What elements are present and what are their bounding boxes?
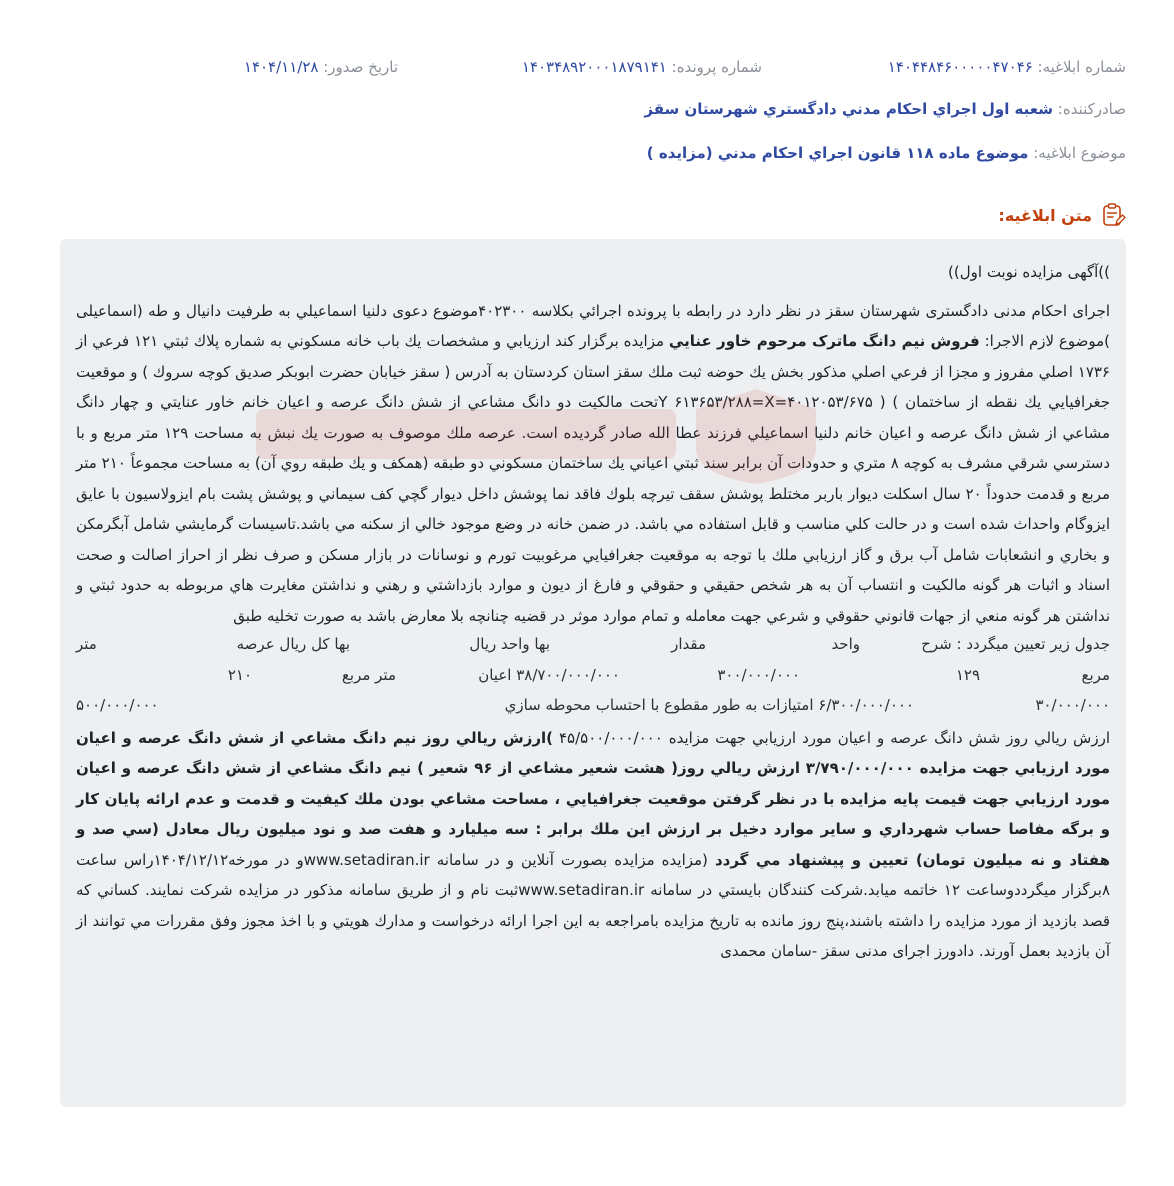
table-col-end: متر [76,635,97,653]
table-cell: مربع [1081,665,1110,684]
issuer-value: شعبه اول اجراي احكام مدني دادگستري شهرستان سقز [644,100,1053,118]
table-cell: متر مربع [341,665,396,684]
paragraph-1-highlight: فروش نيم دانگ ماترک مرحوم خاور عنايي [668,332,980,350]
table-col-amount: مقدار [671,635,706,653]
meta-row [48,58,1126,82]
case-number [522,58,762,76]
paragraph-2-intro: ارزش ريالي روز شش دانگ عرصه و اعيان مورد ارزيابي جهت مزايده ۴۵/۵۰۰/۰۰۰/۰۰۰ [553,728,1110,747]
table-col-total: بها كل ريال عرصه [236,635,350,653]
table-intro: جدول زير تعيين ميگردد : شرح [921,635,1110,653]
table-cell: ۶/۳۰۰/۰۰۰/۰۰۰ امتيازات به طور مقطوع با احتساب محوطه سازي [504,696,914,714]
issuer-label: صادرکننده: [1057,100,1126,118]
notice-text-heading [998,202,1126,228]
table-row [76,692,1110,723]
table-cell: ۲۱۰ [227,665,252,684]
subject-line [48,144,1126,162]
paragraph-2-conditions: (مزايده مزايده بصورت آنلاين و در سامانه www.setadiran.irو در مورخه۱۴۰۴/۱۲/۱۲راس ساعت ۸برگزار ميگرددوساعت ۱۲ خاتمه ميابد.شركت كنندگان بايستي در سامانه www.setadiran.irثبت نام و از طريق سامانه مذكور در مزايده شركت نمايند. كساني كه قصد بازديد از مورد مزايده را داشته باشند،پنج روز مانده به تاريخ مزايده بامراجعه به اين اجرا ارائه درخواست و مدارك هويتي و با اخذ مجوز وفق مقررات مي توانند از آن بازديد بعمل آورند. دادورز اجرای مدنی سقز -سامان محمدی [76,850,1110,960]
paragraph-1-intro: اجرای احکام مدنی دادگستری شهرستان سقز در نظر دارد در رابطه با پرونده اجرائي بكلاسه ۴۰۲۳۰۰موضوع دعوی دلنيا اسماعيلي به طرفيت دانيال و طه (اسماعيلی )موضوع لازم الاجرا: [76,301,1111,350]
auction-paragraph-1 [76,296,1110,632]
table-cell: ۱۲۹ [955,665,980,684]
paragraph-1-details: مزايده برگزار كند ارزيابي و مشخصات يك باب خانه مسكوني به شماره پلاك ثبتي ۱۲۱ فرعي از ۱۷۳۶ اصلي مفروز و مجزا از فرعي اصلي مذكور بخش يك حوضه ثبت ملك سقز استان كردستان به آدرس ( سقز خيابان حضرت ابوبكر صديق كوچه سروك ) و موقعيت جغرافيايي يك نقطه از ساختمان ) ( ۴۰۱۲۰۵۳/۶۷۵=Y ۶۱۳۶۵۳/۲۸۸=Xتحت مالكيت دو دانگ مشاعي از شش دانگ عرصه و اعيان خانم خاور عنايتي و چهار دانگ مشاعي از شش دانگ عرصه و اعيان خانم دلنيا اسماعيلي فرزند عطا الله صادر گرديده است. عرصه ملك موصوف به صورت يك نبش به مساحت ۱۲۹ متر مربع و با دسترسي شرقي مشرف به كوچه ۸ متري و حدودات آن برابر سند ثبتي اعياني يك ساختمان مسكوني دو طبقه (همكف و يك طبقه روي آن) به مساحت مجموعاً ۲۱۰ متر مربع و قدمت حدوداً ۲۰ سال اسكلت ديوار باربر مختلط پوشش سقف تيرچه بلوك فاقد نما پوشش داخل ديوار گچي كف سيماني و پوشش پشت بام ايزولاسيون با عايق ايزوگام واحداث شده است و در حالت كلي مناسب و قابل استفاده مي باشد. در ضمن خانه در وضع موجود خالي از سكنه مي باشد.تاسيسات گرمايشي شامل آبگرمكن و بخاري و انشعابات شامل آب برق و گاز ارزيابي ملك با توجه به موقعيت جغرافيايي مرغوبيت تورم و نوسانات در بازار مسكن و صرف نظر از احراز اصالت و صحت اسناد و اثبات هر گونه مالكيت و انتساب آن به هر شخص حقيقي و حقوقي و فارغ از ديون و موارد بازداشتي و رهني و نداشتن مغايرت هاي مربوطه به حدود ثبتي و نداشتن هر گونه منعي از جهات قانوني حقوقي و شرعي جهت معامله و تمام موارد موثر در قضيه چنانچه بلا معارض باشد به صورت تخليه طبق [76,332,1111,625]
issue-date-value: ۱۴۰۴/۱۱/۲۸ [243,58,319,76]
case-number-value: ۱۴۰۳۴۸۹۲۰۰۰۱۸۷۹۱۴۱ [521,58,667,76]
subject-value: موضوع ماده ۱۱۸ قانون اجراي احكام مدني (مزايده ) [646,144,1029,162]
notice-number [888,58,1126,76]
notice-number-value: ۱۴۰۴۴۸۴۶۰۰۰۰۰۴۷۰۴۶ [887,58,1033,76]
table-col-unit: واحد [831,635,860,653]
table-col-unit-price: بها واحد ريال [469,635,550,653]
subject-label: موضوع ابلاغیه: [1033,144,1126,162]
table-cell: ۳۸/۷۰۰/۰۰۰/۰۰۰ اعيان [478,665,620,684]
document-edit-icon [1100,202,1126,228]
auction-heading: ))آگهی مزایده نوبت اول)) [948,263,1110,281]
notice-body [60,239,1126,1107]
case-number-label: شماره پرونده: [671,58,762,76]
issue-date-label: تاریخ صدور: [323,58,398,76]
issuer-line [48,100,1126,118]
issue-date [244,58,398,76]
table-cell: ۵۰۰/۰۰۰/۰۰۰ [76,696,159,714]
auction-paragraph-2 [76,723,1110,967]
paragraph-2-valuation: )ارزش ريالي روز نيم دانگ مشاعي از شش دانگ عرصه و اعيان مورد ارزيابي جهت مزايده ۳/۷۹۰/۰۰۰/۰۰۰ ارزش ريالي روز( هشت شعير مشاعي از ۹۶ شعير ) نيم دانگ مشاعي از شش دانگ عرصه و اعيان مورد ارزيابي جهت قيمت پايه مزايده با در نظر گرفتن موقعيت جغرافيايي ، مساحت مشاعي بودن ملك كيفيت و قدمت و عدم ارائه پايان كار و برگه مفاصا حساب شهرداري و ساير موارد دخيل بر ارزش اين ملك برابر : سه ميليارد و هفت صد و نود ميليون ريال معادل (سي صد و هفتاد و نه ميليون تومان) تعيين و پيشنهاد مي گردد [76,728,1111,869]
table-cell: ۳۰/۰۰۰/۰۰۰ [1035,696,1110,714]
notice-number-label: شماره ابلاغیه: [1037,58,1126,76]
notice-text-title: متن ابلاغیه: [998,205,1092,225]
table-row [76,631,1110,662]
table-row [76,662,1110,693]
table-cell: ۳۰۰/۰۰۰/۰۰۰ [717,665,800,684]
